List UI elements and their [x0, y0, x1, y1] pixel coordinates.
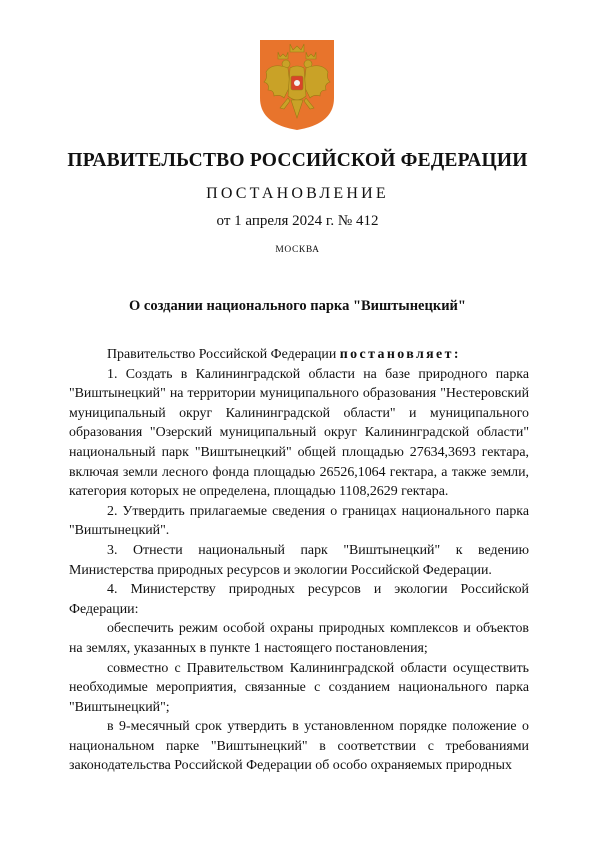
intro-emphasis: постановляет: — [339, 347, 461, 362]
government-title: ПРАВИТЕЛЬСТВО РОССИЙСКОЙ ФЕДЕРАЦИИ — [67, 150, 528, 171]
paragraph: 2. Утвердить прилагаемые сведения о границах национального парка "Виштынецкий". — [69, 503, 529, 539]
paragraph: совместно с Правительством Калининградской области осуществить необходимые мероприятия, связанные с созданием национального парка "Виштынецкий"; — [69, 660, 529, 715]
document-date-number: от 1 апреля 2024 г. № 412 — [216, 213, 379, 229]
document-body — [69, 345, 529, 776]
paragraph: обеспечить режим особой охраны природных комплексов и объектов на землях, указанных в пункте 1 настоящего постановления; — [69, 621, 529, 656]
intro-paragraph — [69, 345, 529, 365]
coat-of-arms — [258, 38, 336, 132]
coat-of-arms-icon — [258, 38, 336, 132]
paragraph: 1. Создать в Калининградской области на базе природного парка "Виштынецкий" на территории муниципального образования "Нестеровский муниципальный округ Калининградской области" и муниципального образования "Озерский муниципальный округ Калининградской области" национальный парк "Виштынецкий" общей площадью 27634,3693 гектара, включая земли лесного фонда площадью 26526,1064 гектара, а также земли, категория которых не определена, площадью 1108,2629 гектара. — [69, 366, 529, 500]
paragraph: 4. Министерству природных ресурсов и экологии Российской Федерации: — [69, 582, 529, 617]
document-city: МОСКВА — [275, 245, 320, 255]
document-title: О создании национального парка "Виштынецкий" — [129, 298, 466, 314]
document-type: ПОСТАНОВЛЕНИЕ — [206, 185, 389, 202]
paragraph: в 9-месячный срок утвердить в установленном порядке положение о национальном парке "Виштынецкий" в соответствии с требованиями законодательства Российской Федерации об особо охраняемых природных — [69, 719, 529, 774]
intro-text: Правительство Российской Федерации — [107, 347, 340, 362]
paragraph: 3. Отнести национальный парк "Виштынецкий" к ведению Министерства природных ресурсов и экологии Российской Федерации. — [69, 542, 529, 578]
